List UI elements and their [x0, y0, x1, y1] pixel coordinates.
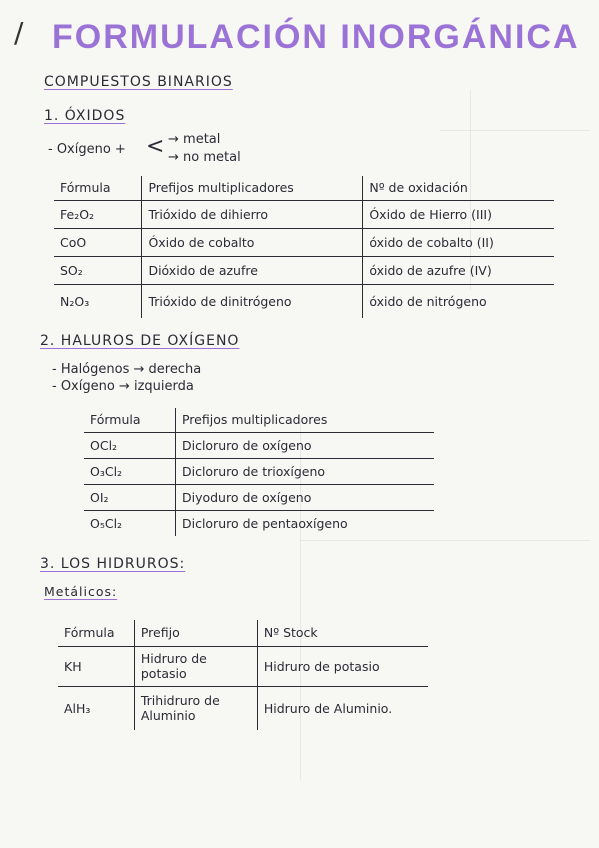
bleed-through-line	[440, 130, 590, 131]
bleed-through-line	[300, 540, 590, 541]
table-row	[54, 200, 554, 228]
col-header: Nº de oxidación	[363, 176, 554, 200]
cell-prefix: Dióxido de azufre	[142, 256, 363, 284]
cell-prefix: Diyoduro de oxígeno	[175, 484, 434, 510]
cell-stock: Hidruro de Aluminio.	[257, 686, 428, 730]
cell-prefix: Trihidruro de Aluminio	[134, 686, 257, 730]
hidruros-subheading: Metálicos:	[44, 584, 118, 599]
cell-stock: Hidruro de potasio	[257, 646, 428, 686]
table-row	[54, 228, 554, 256]
haluros-rule-1: - Halógenos → derecha	[52, 362, 202, 377]
cell-oxidation: óxido de azufre (IV)	[363, 256, 554, 284]
col-header: Fórmula	[58, 620, 134, 646]
col-header: Prefijo	[134, 620, 257, 646]
pen-mark: /	[14, 16, 24, 49]
col-header: Fórmula	[54, 176, 142, 200]
col-header: Nº Stock	[257, 620, 428, 646]
cell-prefix: Dicloruro de trioxígeno	[175, 458, 434, 484]
oxidos-rule-metal: → metal	[168, 132, 221, 147]
oxidos-heading: 1. ÓXIDOS	[44, 108, 126, 124]
table-header-row	[58, 620, 428, 646]
table-row	[54, 284, 554, 318]
haluros-rule-2: - Oxígeno → izquierda	[52, 379, 194, 394]
cell-prefix: Dicloruro de oxígeno	[175, 432, 434, 458]
cell-prefix: Óxido de cobalto	[142, 228, 363, 256]
cell-formula: N₂O₃	[60, 293, 90, 309]
table-header-row	[54, 176, 554, 200]
table-row	[84, 510, 434, 536]
table-header-row	[84, 408, 434, 432]
cell-prefix: Dicloruro de pentaoxígeno	[175, 510, 434, 536]
cell-oxidation: óxido de cobalto (II)	[363, 228, 554, 256]
col-header: Fórmula	[84, 408, 175, 432]
table-row	[84, 458, 434, 484]
cell-prefix: Trióxido de dihierro	[142, 200, 363, 228]
oxidos-rule: - Oxígeno +	[48, 142, 126, 157]
brace-icon: <	[146, 134, 165, 159]
table-row	[84, 432, 434, 458]
hidruros-table	[58, 620, 428, 730]
cell-oxidation: Óxido de Hierro (III)	[363, 200, 554, 228]
section-heading: COMPUESTOS BINARIOS	[44, 74, 233, 90]
oxidos-table	[54, 176, 554, 318]
oxidos-rule-nonmetal: → no metal	[168, 150, 241, 165]
cell-formula: SO₂	[54, 256, 142, 284]
cell-prefix: Trióxido de dinitrógeno	[142, 284, 363, 318]
cell-formula: OCl₂	[84, 432, 175, 458]
table-row	[54, 256, 554, 284]
haluros-table	[84, 408, 434, 536]
table-row	[58, 646, 428, 686]
cell-formula: O₅Cl₂	[90, 515, 123, 531]
col-header: Prefijos multiplicadores	[175, 408, 434, 432]
cell-oxidation: óxido de nitrógeno	[363, 284, 554, 318]
cell-formula: O₃Cl₂	[84, 458, 175, 484]
cell-formula: CoO	[54, 228, 142, 256]
table-row	[84, 484, 434, 510]
page-title: FORMULACIÓN INORGÁNICA	[52, 18, 580, 56]
cell-prefix: Hidruro de potasio	[134, 646, 257, 686]
haluros-heading: 2. HALUROS DE OXÍGENO	[40, 333, 240, 349]
cell-formula: AlH₃	[64, 700, 91, 716]
cell-formula: OI₂	[84, 484, 175, 510]
table-row	[58, 686, 428, 730]
cell-formula: Fe₂O₂	[54, 200, 142, 228]
hidruros-heading: 3. LOS HIDRUROS:	[40, 556, 186, 572]
cell-formula: KH	[58, 646, 134, 686]
col-header: Prefijos multiplicadores	[142, 176, 363, 200]
